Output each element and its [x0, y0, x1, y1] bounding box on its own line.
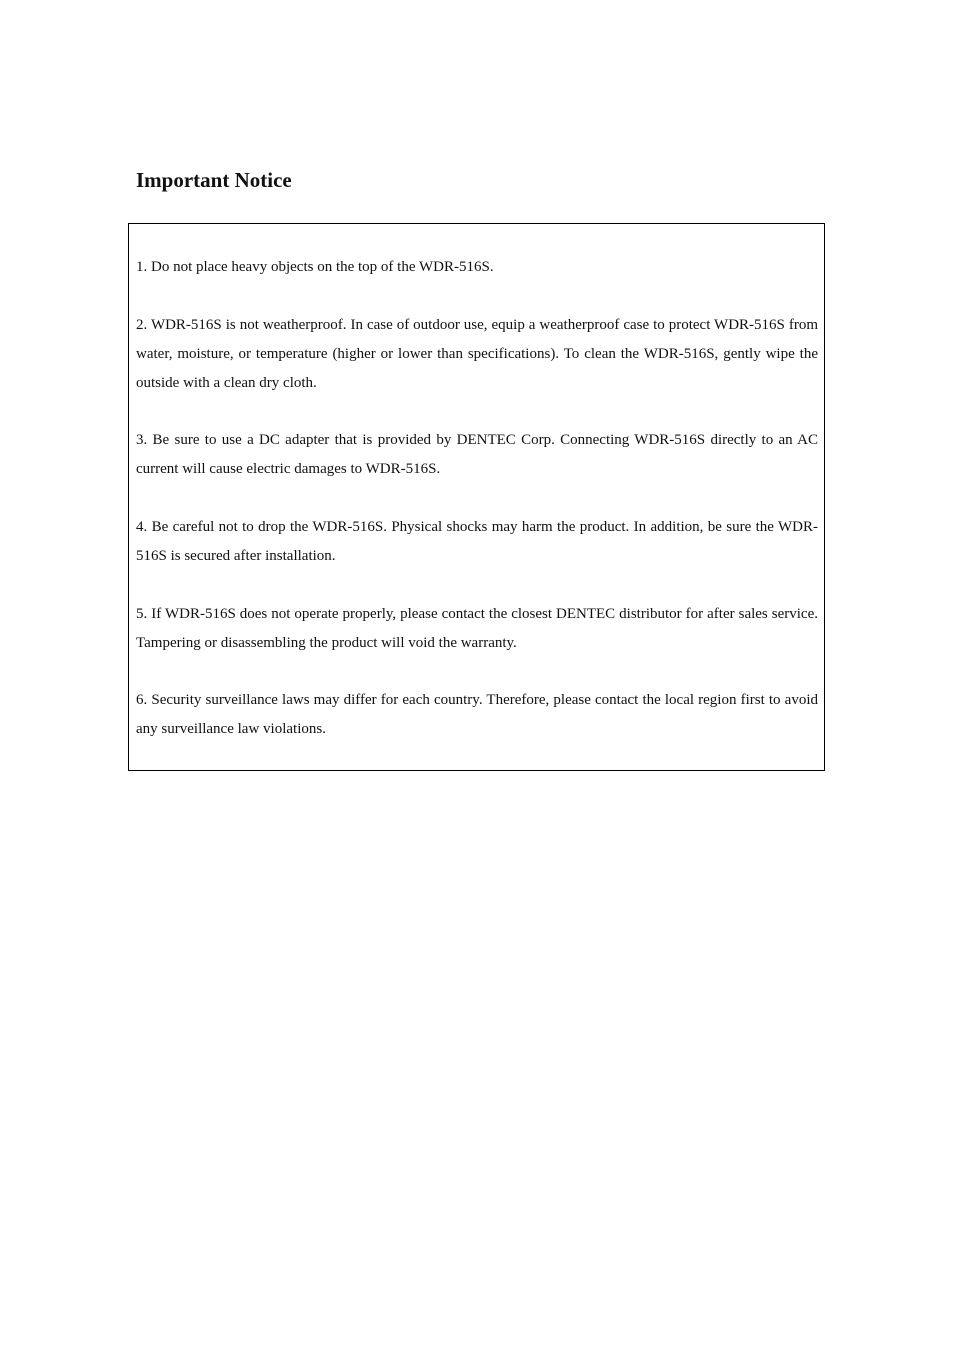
notice-item-5: 5. If WDR-516S does not operate properly, please contact the closest DENTEC distributor for after sales service. Tampering or disassembling the product will void the warranty. [136, 606, 818, 651]
notice-item-4: 4. Be careful not to drop the WDR-516S. Physical shocks may harm the product. In addition, be sure the WDR-516S is secured after installation. [136, 519, 818, 564]
notice-item-6: 6. Security surveillance laws may differ for each country. Therefore, please contact the local region first to avoid any surveillance law violations. [136, 692, 818, 737]
notice-item-2: 2. WDR-516S is not weatherproof. In case of outdoor use, equip a weatherproof case to protect WDR-516S from water, moisture, or temperature (higher or lower than specifications). To clean the WDR-516S, gently wipe the outside with a clean dry cloth. [136, 317, 818, 391]
page-title: Important Notice [136, 168, 292, 192]
notice-item-1: 1. Do not place heavy objects on the top of the WDR-516S. [136, 259, 494, 275]
notice-item-3: 3. Be sure to use a DC adapter that is provided by DENTEC Corp. Connecting WDR-516S directly to an AC current will cause electric damages to WDR-516S. [136, 432, 818, 477]
notice-box [128, 223, 825, 771]
